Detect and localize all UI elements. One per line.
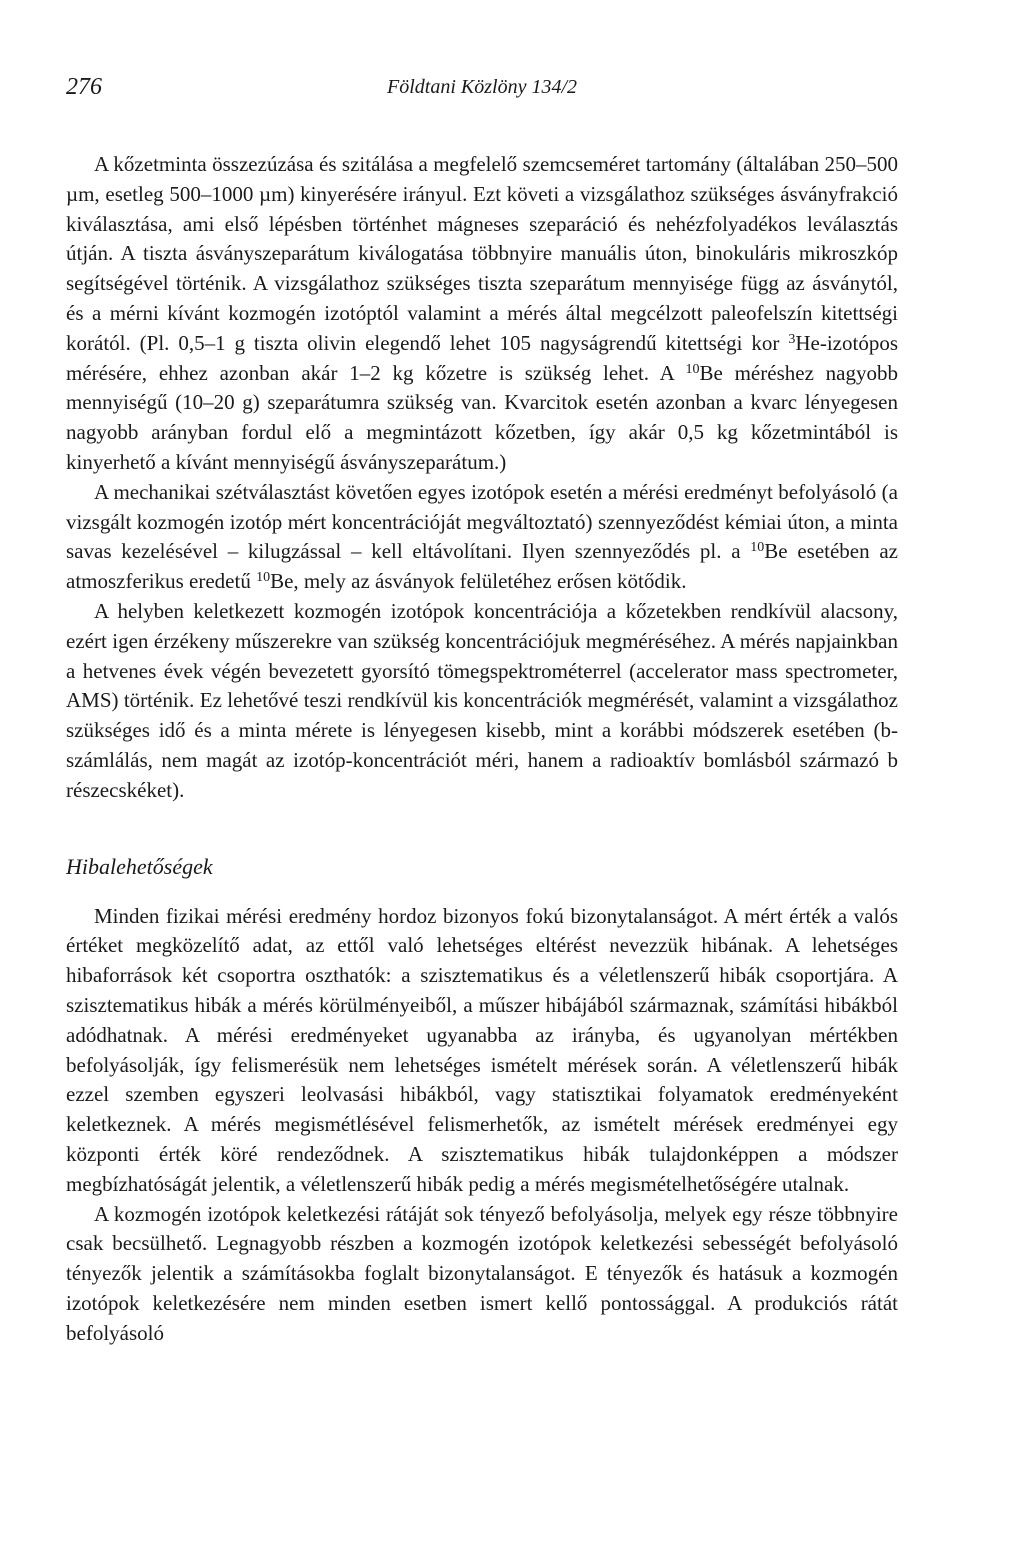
text-run: A helyben keletkezett kozmogén izotópok koncentrációja a kőzetekben rendkívül alacsony, ezért igen érzékeny műszerekre van szükség koncentrációjuk megméréséhez. A mérés napjainkban a hetvenes évek végén bevezetett gyorsító tömegspektrométerrel (accelerator mass spectrometer, AMS) történik. Ez lehetővé teszi rendkívül kis koncentrációk megmérését, valamint a vizsgálathoz szükséges idő és a minta mérete is lényegesen kisebb, mint a korábbi módszerek esetében (b-számlálás, nem magát az izotóp-koncentrációt méri, hanem a radioaktív bomlásból származó b részecskéket). <box>66 598 898 802</box>
paragraph <box>66 478 898 597</box>
paragraph <box>66 597 898 806</box>
superscript: 10 <box>750 540 765 556</box>
text-run: A kozmogén izotópok keletkezési rátáját sok tényező befolyásolja, melyek egy része többnyire csak becsülhető. Legnagyobb részben a kozmogén izotópok keletkezési sebességét befolyásoló tényezők jelentik a számításokba foglalt bizonytalanságot. E tényezők és hatásuk a kozmogén izotópok keletkezésére nem minden esetben ismert kellő pontossággal. A produkciós rátát befolyásoló <box>66 1201 898 1345</box>
text-run: A kőzetminta összezúzása és szitálása a megfelelő szemcseméret tartomány (általában 250–500 µm, esetleg 500–1000 µm) kinyerésére irányul. Ezt követi a vizsgálathoz szükséges ásványfrakció kiválasztása, ami első lépésben történhet mágneses szeparáció és nehézfolyadékos leválasztás útján. A tiszta ásványszeparátum kiválogatása többnyire manuális úton, binokuláris mikroszkóp segítségével történik. A vizsgálathoz szükséges tiszta szeparátum mennyisége függ az ásványtól, és a mérni kívánt kozmogén izotóptól valamint a mérés által megcélzott paleofelszín kitettségi korától. (Pl. 0,5–1 g tiszta olivin elegendő lehet 105 nagyságrendű kitettségi kor <box>66 152 898 355</box>
text-run: Be esetében az atmoszferikus eredetű <box>66 539 898 594</box>
text-run: Be, mely az ásványok felületéhez erősen kötődik. <box>270 569 687 594</box>
journal-title: Földtani Közlöny 134/2 <box>387 76 577 98</box>
text-run: He-izotópos mérésére, ehhez azonban akár 1–2 kg kőzetre is szükség lehet. A <box>66 330 898 385</box>
journal-page <box>66 74 898 1348</box>
paragraph <box>66 1200 898 1349</box>
superscript: 10 <box>685 361 700 377</box>
paragraphs-after-heading <box>66 902 898 1349</box>
text-run: A mechanikai szétválasztást követően egyes izotópok esetén a mérési eredményt befolyásoló (a vizsgált kozmogén izotóp mért koncentrációját megváltoztató) szennyeződést kémiai úton, a minta savas kezelésével – kilugzással – kell eltávolítani. Ilyen szennyeződés pl. a <box>66 479 898 564</box>
superscript: 3 <box>788 331 796 347</box>
running-head <box>66 74 898 110</box>
text-run: Minden fizikai mérési eredmény hordoz bizonyos fokú bizonytalanságot. A mért érték a valós értéket megközelítő adat, az ettől való lehetséges eltérést nevezzük hibának. A lehetséges hibaforrások két csoportra oszthatók: a szisztematikus és a véletlenszerű hibák csoportjára. A szisztematikus hibák a mérés körülményeiből, a műszer hibájából származnak, számítási hibákból adódhatnak. A mérési eredményeket ugyanabba az irányba, és ugyanolyan mértékben befolyásolják, így felismerésük nem lehetséges ismételt mérések során. A véletlenszerű hibák ezzel szemben egyszeri leolvasási hibákból, vagy statisztikai folyamatok eredményeként keletkeznek. A mérés megismétlésével felismerhetők, az ismételt mérések eredményei egy központi érték köré rendeződnek. A szisztematikus hibák tulajdonképpen a módszer megbízhatóságát jelentik, a véletlenszerű hibák pedig a mérés megismételhetőségére utalnak. <box>66 903 898 1196</box>
paragraphs-before-heading <box>66 150 898 806</box>
article-body <box>66 150 898 1348</box>
section-heading: Hibalehetőségek <box>66 853 213 879</box>
superscript: 10 <box>256 570 271 586</box>
paragraph <box>66 902 898 1200</box>
page-number: 276 <box>66 74 102 100</box>
text-run: Be méréshez nagyobb mennyiségű (10–20 g) szeparátumra szükség van. Kvarcitok esetén azonban a kvarc lényegesen nagyobb arányban fordul elő a megmintázott kőzetben, így akár 0,5 kg kőzetmintából is kinyerhető a kívánt mennyiségű ásványszeparátum.) <box>66 360 898 474</box>
paragraph <box>66 150 898 478</box>
